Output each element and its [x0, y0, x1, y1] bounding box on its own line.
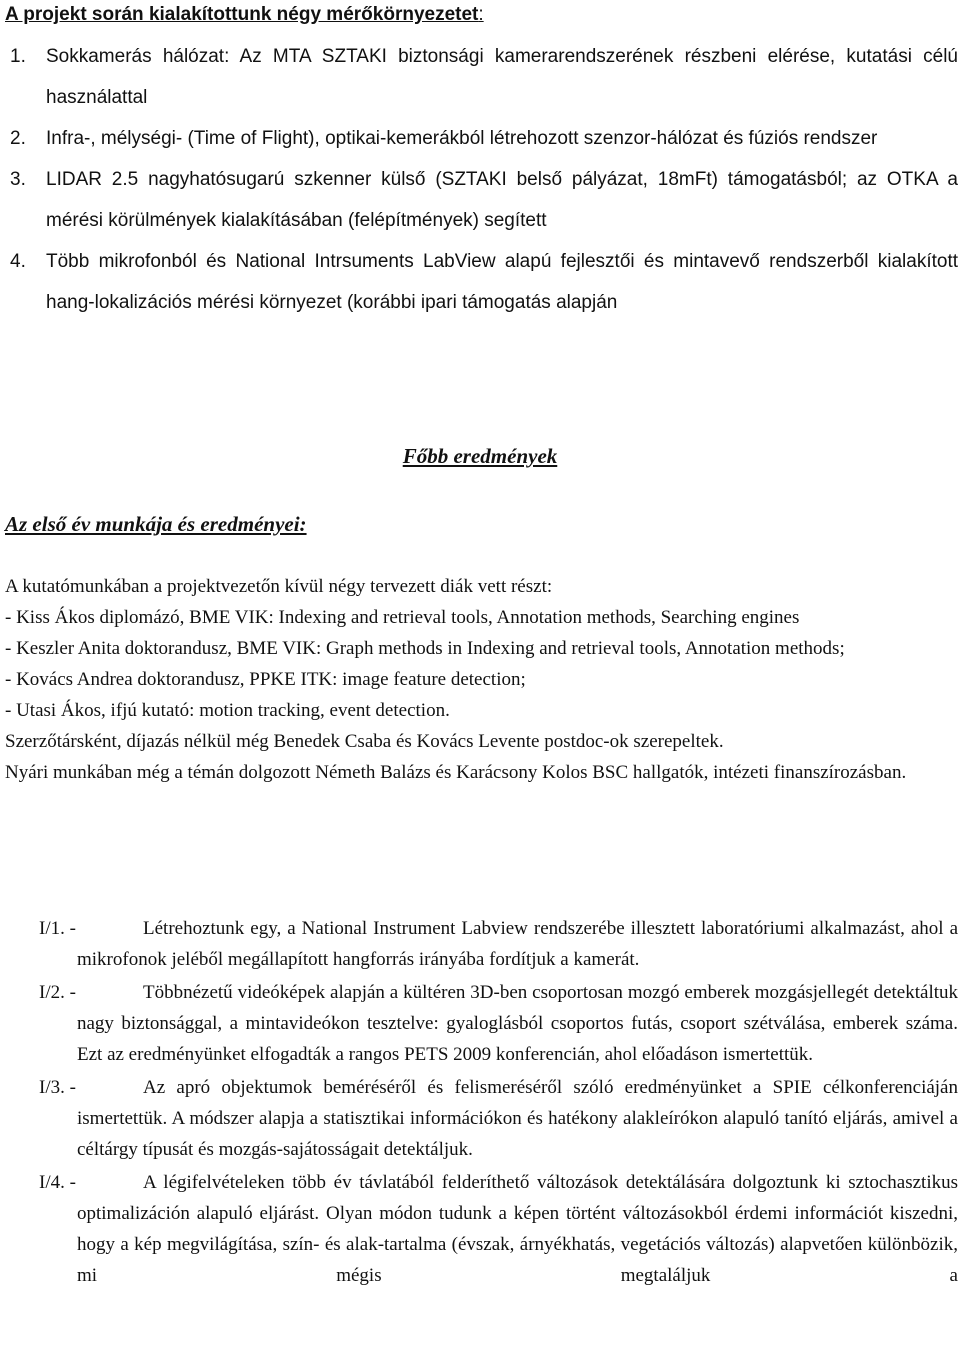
list-item-number: 3.	[10, 169, 26, 190]
result-number: I/2. -	[39, 982, 76, 1003]
participants-line: A kutatómunkában a projektvezetőn kívül négy tervezett diák vett részt:	[5, 576, 553, 597]
participants-block	[5, 571, 958, 788]
result-item	[0, 1167, 960, 1291]
list-item-text: Infra-, mélységi- (Time of Flight), optikai-kemerákból létrehozott szenzor-hálózat és fúziós rendszer	[46, 128, 878, 149]
result-number: I/4. -	[39, 1172, 76, 1193]
list-item-number: 4.	[10, 251, 26, 272]
participants-line: - Kiss Ákos diplomázó, BME VIK: Indexing and retrieval tools, Annotation methods, Searching engines	[5, 607, 800, 628]
results-list	[0, 913, 960, 1293]
list-item	[0, 159, 960, 241]
list-item	[0, 241, 960, 323]
environments-title	[5, 4, 484, 26]
participants-line: Nyári munkában még a témán dolgozott Németh Balázs és Karácsony Kolos BSC hallgatók, intézeti finanszírozásban.	[5, 762, 907, 783]
list-item-number: 1.	[10, 46, 26, 67]
participants-line: - Utasi Ákos, ifjú kutató: motion tracking, event detection.	[5, 700, 450, 721]
list-item	[0, 36, 960, 118]
first-year-heading: Az első év munkája és eredményei:	[5, 512, 307, 536]
results-heading: Főbb eredmények	[402, 444, 558, 468]
result-item	[0, 913, 960, 975]
result-number: I/1. -	[39, 918, 76, 939]
list-item-number: 2.	[10, 128, 26, 149]
list-item-text: Több mikrofonból és National Intrsuments LabView alapú fejlesztői és mintavevő rendszerből kialakított hang-lokalizációs mérési környezet (korábbi ipari támogatás alapján	[46, 251, 958, 313]
result-text: Létrehoztunk egy, a National Instrument Labview rendszerébe illesztett laboratóriumi alkalmazást, ahol a mikrofonok jeléből megállapított hangforrás irányába fordítjuk a kamerát.	[77, 918, 958, 970]
participants-line: Szerzőtársként, díjazás nélkül még Benedek Csaba és Kovács Levente postdoc-ok szerepeltek.	[5, 731, 724, 752]
result-item	[0, 977, 960, 1070]
list-item-text: LIDAR 2.5 nagyhatósugarú szkenner külső (SZTAKI belső pályázat, 18mFt) támogatásból; az OTKA a mérési körülmények kialakításában (felépítmények) segített	[46, 169, 958, 231]
list-item	[0, 118, 960, 159]
participants-line: - Keszler Anita doktorandusz, BME VIK: Graph methods in Indexing and retrieval tools, Annotation methods;	[5, 638, 845, 659]
list-item-text: Sokkamerás hálózat: Az MTA SZTAKI biztonsági kamerarendszerének részbeni elérése, kutatási célú használattal	[46, 46, 958, 108]
result-text: Az apró objektumok beméréséről és felismeréséről szóló eredményünket a SPIE célkonferenciáján ismertettük. A módszer alapja a statisztikai információkon és hatékony alakleírókon alapuló tanító eljárás, amivel a céltárgy típusát és mozgás-sajátosságait detektáljuk.	[77, 1077, 958, 1160]
result-number: I/3. -	[39, 1077, 76, 1098]
result-item	[0, 1072, 960, 1165]
environments-list	[0, 36, 960, 323]
environments-title-text: A projekt során kialakítottunk négy mérőkörnyezetet	[5, 4, 479, 25]
participants-line: - Kovács Andrea doktorandusz, PPKE ITK: image feature detection;	[5, 669, 526, 690]
environments-title-colon: :	[478, 4, 484, 25]
result-text: A légifelvételeken több év távlatából felderíthető változások detektálására dolgoztunk ki sztochasztikus optimalizáción alapuló eljárást. Olyan módon tudunk a képen történt változásokból érdemi információt kiszedni, hogy a kép megvilágítása, szín- és alak-tartalma (évszak, árnyékhatás, vegetációs változás) alapvetően különbözik, mi mégis megtaláljuk a	[77, 1172, 958, 1286]
result-text: Többnézetű videóképek alapján a kültéren 3D-ben csoportosan mozgó emberek mozgásjellegét detektáltuk nagy biztonsággal, a mintavideókon tesztelve: gyaloglásból csoportos futás, csoport szétválása, emberek száma. Ezt az eredményünket elfogadták a rangos PETS 2009 konferencián, ahol előadáson ismertettük.	[77, 982, 958, 1065]
